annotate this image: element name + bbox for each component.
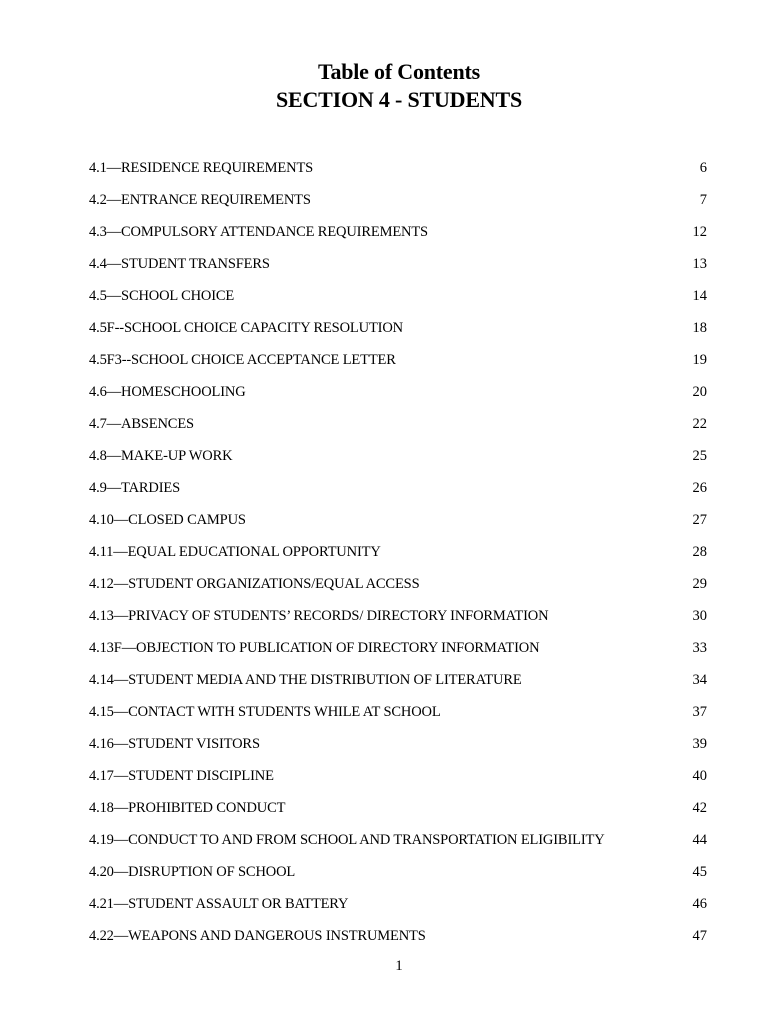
- toc-entry-label: 4.21—STUDENT ASSAULT OR BATTERY: [89, 895, 349, 912]
- toc-entry-page: 46: [692, 895, 707, 912]
- toc-entry-page: 14: [692, 287, 707, 304]
- toc-entry: [89, 280, 707, 312]
- document-title: Table of Contents: [317, 59, 481, 84]
- toc-entry-label: 4.16—STUDENT VISITORS: [89, 735, 260, 752]
- toc-entry: [89, 184, 707, 216]
- toc-entry-label: 4.5F--SCHOOL CHOICE CAPACITY RESOLUTION: [89, 319, 403, 336]
- toc-entry-page: 26: [692, 479, 707, 496]
- toc-entry-label: 4.15—CONTACT WITH STUDENTS WHILE AT SCHOOL: [89, 703, 441, 720]
- toc-entry-page: 25: [692, 447, 707, 464]
- toc-entry-page: 20: [692, 383, 707, 400]
- toc-entry: [89, 632, 707, 664]
- toc-entry-page: 40: [692, 767, 707, 784]
- toc-entry: [89, 792, 707, 824]
- toc-entry-page: 39: [692, 735, 707, 752]
- toc-entry-page: 29: [692, 575, 707, 592]
- toc-entry-page: 18: [692, 319, 707, 336]
- toc-entry-label: 4.3—COMPULSORY ATTENDANCE REQUIREMENTS: [89, 223, 428, 240]
- toc-entry-page: 19: [692, 351, 707, 368]
- toc-entry-page: 44: [692, 831, 707, 848]
- toc-entry: [89, 920, 707, 952]
- toc-entry-page: 12: [692, 223, 707, 240]
- toc-entry-page: 33: [692, 639, 707, 656]
- document-header: [0, 58, 770, 114]
- toc-entry: [89, 536, 707, 568]
- toc-entry-label: 4.10—CLOSED CAMPUS: [89, 511, 246, 528]
- toc-entry-page: 42: [692, 799, 707, 816]
- toc-entry: [89, 856, 707, 888]
- toc-entry: [89, 888, 707, 920]
- toc-entry-page: 34: [692, 671, 707, 688]
- toc-entry-label: 4.8—MAKE-UP WORK: [89, 447, 233, 464]
- toc-entry-label: 4.11—EQUAL EDUCATIONAL OPPORTUNITY: [89, 543, 381, 560]
- toc-entry-label: 4.5F3--SCHOOL CHOICE ACCEPTANCE LETTER: [89, 351, 396, 368]
- toc-entry: [89, 760, 707, 792]
- section-title: SECTION 4 - STUDENTS: [275, 87, 522, 112]
- toc-entry: [89, 600, 707, 632]
- toc-entry-label: 4.1—RESIDENCE REQUIREMENTS: [89, 159, 314, 176]
- toc-entry-page: 37: [692, 703, 707, 720]
- toc-entry-label: 4.5—SCHOOL CHOICE: [89, 287, 235, 304]
- toc-entry-page: 47: [692, 927, 707, 944]
- toc-entry-label: 4.9—TARDIES: [89, 479, 181, 496]
- toc-entry-page: 27: [692, 511, 707, 528]
- toc-entry: [89, 216, 707, 248]
- toc-entry-label: 4.18—PROHIBITED CONDUCT: [89, 799, 286, 816]
- toc-entry-page: 45: [692, 863, 707, 880]
- table-of-contents: [89, 152, 707, 952]
- toc-entry-label: 4.2—ENTRANCE REQUIREMENTS: [89, 191, 311, 208]
- toc-entry: [89, 728, 707, 760]
- toc-entry: [89, 152, 707, 184]
- toc-entry-label: 4.20—DISRUPTION OF SCHOOL: [89, 863, 296, 880]
- toc-entry: [89, 376, 707, 408]
- toc-entry-label: 4.22—WEAPONS AND DANGEROUS INSTRUMENTS: [89, 927, 426, 944]
- toc-entry: [89, 440, 707, 472]
- toc-entry-page: 30: [692, 607, 707, 624]
- toc-entry-page: 7: [699, 191, 707, 208]
- toc-entry-page: 13: [692, 255, 707, 272]
- toc-entry: [89, 472, 707, 504]
- page-number: 1: [395, 958, 403, 974]
- toc-entry: [89, 248, 707, 280]
- toc-entry-label: 4.14—STUDENT MEDIA AND THE DISTRIBUTION OF LITERATURE: [89, 671, 522, 688]
- toc-entry: [89, 312, 707, 344]
- toc-entry: [89, 824, 707, 856]
- toc-entry-page: 28: [692, 543, 707, 560]
- toc-entry: [89, 504, 707, 536]
- toc-entry: [89, 408, 707, 440]
- toc-entry-page: 22: [692, 415, 707, 432]
- toc-entry-label: 4.13—PRIVACY OF STUDENTS’ RECORDS/ DIRECTORY INFORMATION: [89, 607, 549, 624]
- toc-entry-label: 4.4—STUDENT TRANSFERS: [89, 255, 270, 272]
- toc-entry: [89, 664, 707, 696]
- toc-entry-label: 4.12—STUDENT ORGANIZATIONS/EQUAL ACCESS: [89, 575, 420, 592]
- toc-entry: [89, 344, 707, 376]
- toc-entry-label: 4.6—HOMESCHOOLING: [89, 383, 246, 400]
- toc-entry-label: 4.13F—OBJECTION TO PUBLICATION OF DIRECTORY INFORMATION: [89, 639, 540, 656]
- toc-entry-label: 4.19—CONDUCT TO AND FROM SCHOOL AND TRANSPORTATION ELIGIBILITY: [89, 831, 605, 848]
- toc-entry: [89, 568, 707, 600]
- toc-entry-label: 4.7—ABSENCES: [89, 415, 194, 432]
- toc-entry-page: 6: [699, 159, 707, 176]
- toc-entry: [89, 696, 707, 728]
- toc-entry-label: 4.17—STUDENT DISCIPLINE: [89, 767, 274, 784]
